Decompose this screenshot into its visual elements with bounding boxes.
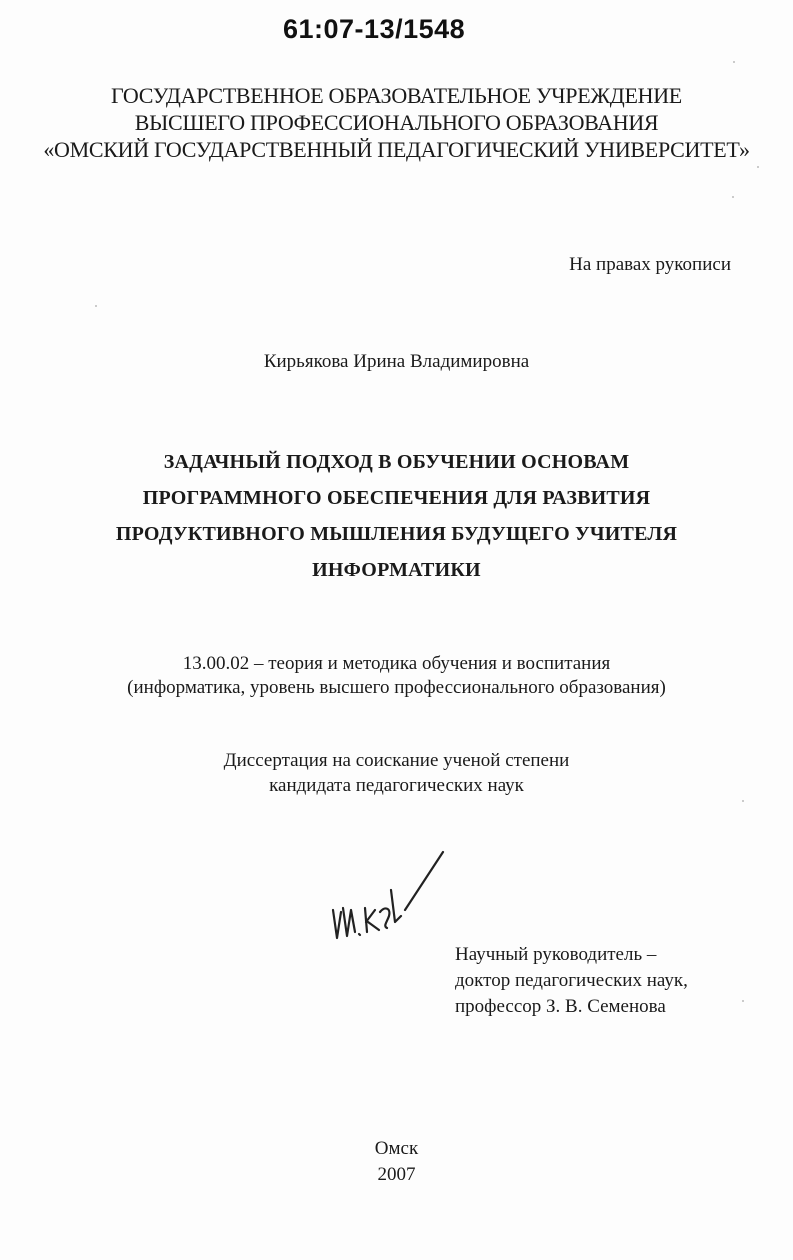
specialty-line: (информатика, уровень высшего профессионального образования) [127, 677, 666, 698]
scan-speck [742, 800, 744, 802]
handwritten-signature [325, 850, 450, 940]
scan-speck [757, 166, 759, 168]
organization-line: ВЫСШЕГО ПРОФЕССИОНАЛЬНОГО ОБРАЗОВАНИЯ [134, 110, 659, 135]
degree-line: кандидата педагогических наук [269, 775, 524, 796]
catalog-stamp: 61:07-13/1548 [283, 14, 466, 44]
specialty-code [0, 652, 793, 700]
city: Омск [374, 1138, 419, 1159]
degree-line: Диссертация на соискание ученой степени [223, 750, 570, 771]
organization-line: «ОМСКИЙ ГОСУДАРСТВЕННЫЙ ПЕДАГОГИЧЕСКИЙ УНИВЕРСИТЕТ» [43, 137, 750, 162]
title-line: ИНФОРМАТИКИ [312, 559, 481, 581]
organization-header [0, 82, 793, 163]
supervisor-info [455, 942, 688, 1020]
supervisor-line: Научный руководитель – [455, 944, 657, 965]
supervisor-line: профессор З. В. Семенова [455, 996, 666, 1017]
specialty-line: 13.00.02 – теория и методика обучения и воспитания [182, 653, 611, 674]
scan-speck [95, 305, 97, 307]
organization-line: ГОСУДАРСТВЕННОЕ ОБРАЗОВАТЕЛЬНОЕ УЧРЕЖДЕНИЕ [111, 83, 682, 108]
degree-statement [0, 748, 793, 798]
title-line: ПРОДУКТИВНОГО МЫШЛЕНИЯ БУДУЩЕГО УЧИТЕЛЯ [115, 523, 678, 545]
year: 2007 [377, 1164, 416, 1185]
title-line: ЗАДАЧНЫЙ ПОДХОД В ОБУЧЕНИИ ОСНОВАМ [163, 451, 630, 473]
place-and-year [0, 1136, 793, 1188]
scan-speck [732, 196, 734, 198]
dissertation-title [0, 444, 793, 588]
supervisor-line: доктор педагогических наук, [455, 970, 688, 991]
author-name: Кирьякова Ирина Владимировна [263, 351, 530, 372]
scan-speck [742, 1000, 744, 1002]
rights-note: На правах рукописи [569, 254, 731, 275]
title-line: ПРОГРАММНОГО ОБЕСПЕЧЕНИЯ ДЛЯ РАЗВИТИЯ [142, 487, 651, 509]
scan-speck [733, 61, 735, 63]
